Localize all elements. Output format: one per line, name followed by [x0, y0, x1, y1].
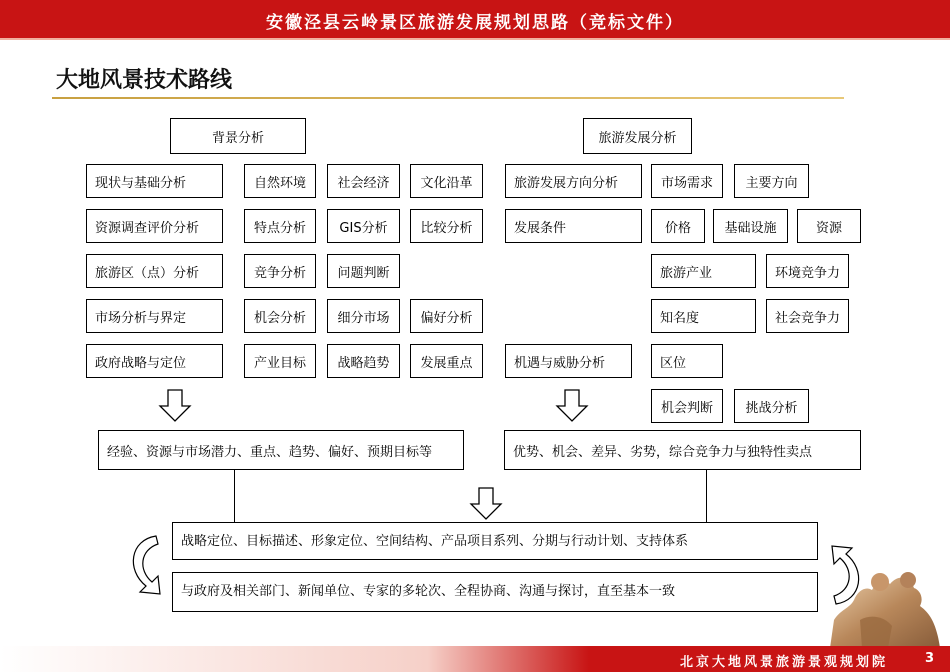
right-row3-item2: 环境竞争力: [766, 254, 849, 288]
right-row2-label: 发展条件: [505, 209, 642, 243]
center-down-arrow-icon: [468, 486, 504, 522]
left-row4-item2: 细分市场: [327, 299, 400, 333]
left-row5-item1: 产业目标: [244, 344, 316, 378]
left-heading-box: 背景分析: [170, 118, 306, 154]
right-row3-item1: 旅游产业: [651, 254, 756, 288]
footer-org: 北京大地风景旅游景观规划院: [679, 655, 888, 670]
left-row5-item3: 发展重点: [410, 344, 483, 378]
left-row4-label: 市场分析与界定: [86, 299, 223, 333]
left-row1-item2: 社会经济: [327, 164, 400, 198]
left-row2-item1: 特点分析: [244, 209, 316, 243]
left-summary-box: 经验、资源与市场潜力、重点、趋势、偏好、预期目标等: [98, 430, 464, 470]
right-row5-label: 机遇与威胁分析: [505, 344, 632, 378]
right-summary-box: 优势、机会、差异、劣势，综合竞争力与独特性卖点: [504, 430, 861, 470]
right-row1-item1: 市场需求: [651, 164, 723, 198]
right-down-arrow-icon: [554, 388, 590, 424]
right-row4-item1: 知名度: [651, 299, 756, 333]
right-row4-item2: 社会竞争力: [766, 299, 849, 333]
right-row1-label: 旅游发展方向分析: [505, 164, 642, 198]
left-row3-label: 旅游区（点）分析: [86, 254, 223, 288]
right-row2-item1: 价格: [651, 209, 705, 243]
left-row1-item3: 文化沿革: [410, 164, 483, 198]
left-cycle-arrow-icon: [120, 530, 172, 610]
left-row1-label: 现状与基础分析: [86, 164, 223, 198]
footer-bar: [0, 646, 950, 672]
header-bar: [0, 0, 950, 40]
page-number: 3: [924, 651, 934, 666]
right-row5-item1: 区位: [651, 344, 723, 378]
left-row3-item2: 问题判断: [327, 254, 400, 288]
header-title: 安徽泾县云岭景区旅游发展规划思路（竞标文件）: [266, 13, 684, 33]
left-row4-item1: 机会分析: [244, 299, 316, 333]
left-row5-item2: 战略趋势: [327, 344, 400, 378]
right-row6-item2: 挑战分析: [734, 389, 809, 423]
left-row2-label: 资源调查评价分析: [86, 209, 223, 243]
left-down-arrow-icon: [157, 388, 193, 424]
right-row6-item1: 机会判断: [651, 389, 723, 423]
left-row1-item1: 自然环境: [244, 164, 316, 198]
right-row1-item2: 主要方向: [734, 164, 809, 198]
left-row2-item2: GIS分析: [327, 209, 400, 243]
result-box-1: 战略定位、目标描述、形象定位、空间结构、产品项目系列、分期与行动计划、支持体系: [172, 522, 818, 560]
title-underline: [52, 97, 844, 99]
left-row3-item1: 竞争分析: [244, 254, 316, 288]
right-heading-box: 旅游发展分析: [583, 118, 692, 154]
left-row2-item3: 比较分析: [410, 209, 483, 243]
left-row5-label: 政府战略与定位: [86, 344, 223, 378]
left-row4-item3: 偏好分析: [410, 299, 483, 333]
page-title: 大地风景技术路线: [56, 68, 233, 93]
left-connector-line: [234, 470, 235, 522]
right-row2-item3: 资源: [797, 209, 861, 243]
sculpture-image: [820, 560, 950, 648]
right-connector-line: [706, 470, 707, 522]
right-row2-item2: 基础设施: [713, 209, 788, 243]
result-box-2: 与政府及相关部门、新闻单位、专家的多轮次、全程协商、沟通与探讨，直至基本一致: [172, 572, 818, 612]
